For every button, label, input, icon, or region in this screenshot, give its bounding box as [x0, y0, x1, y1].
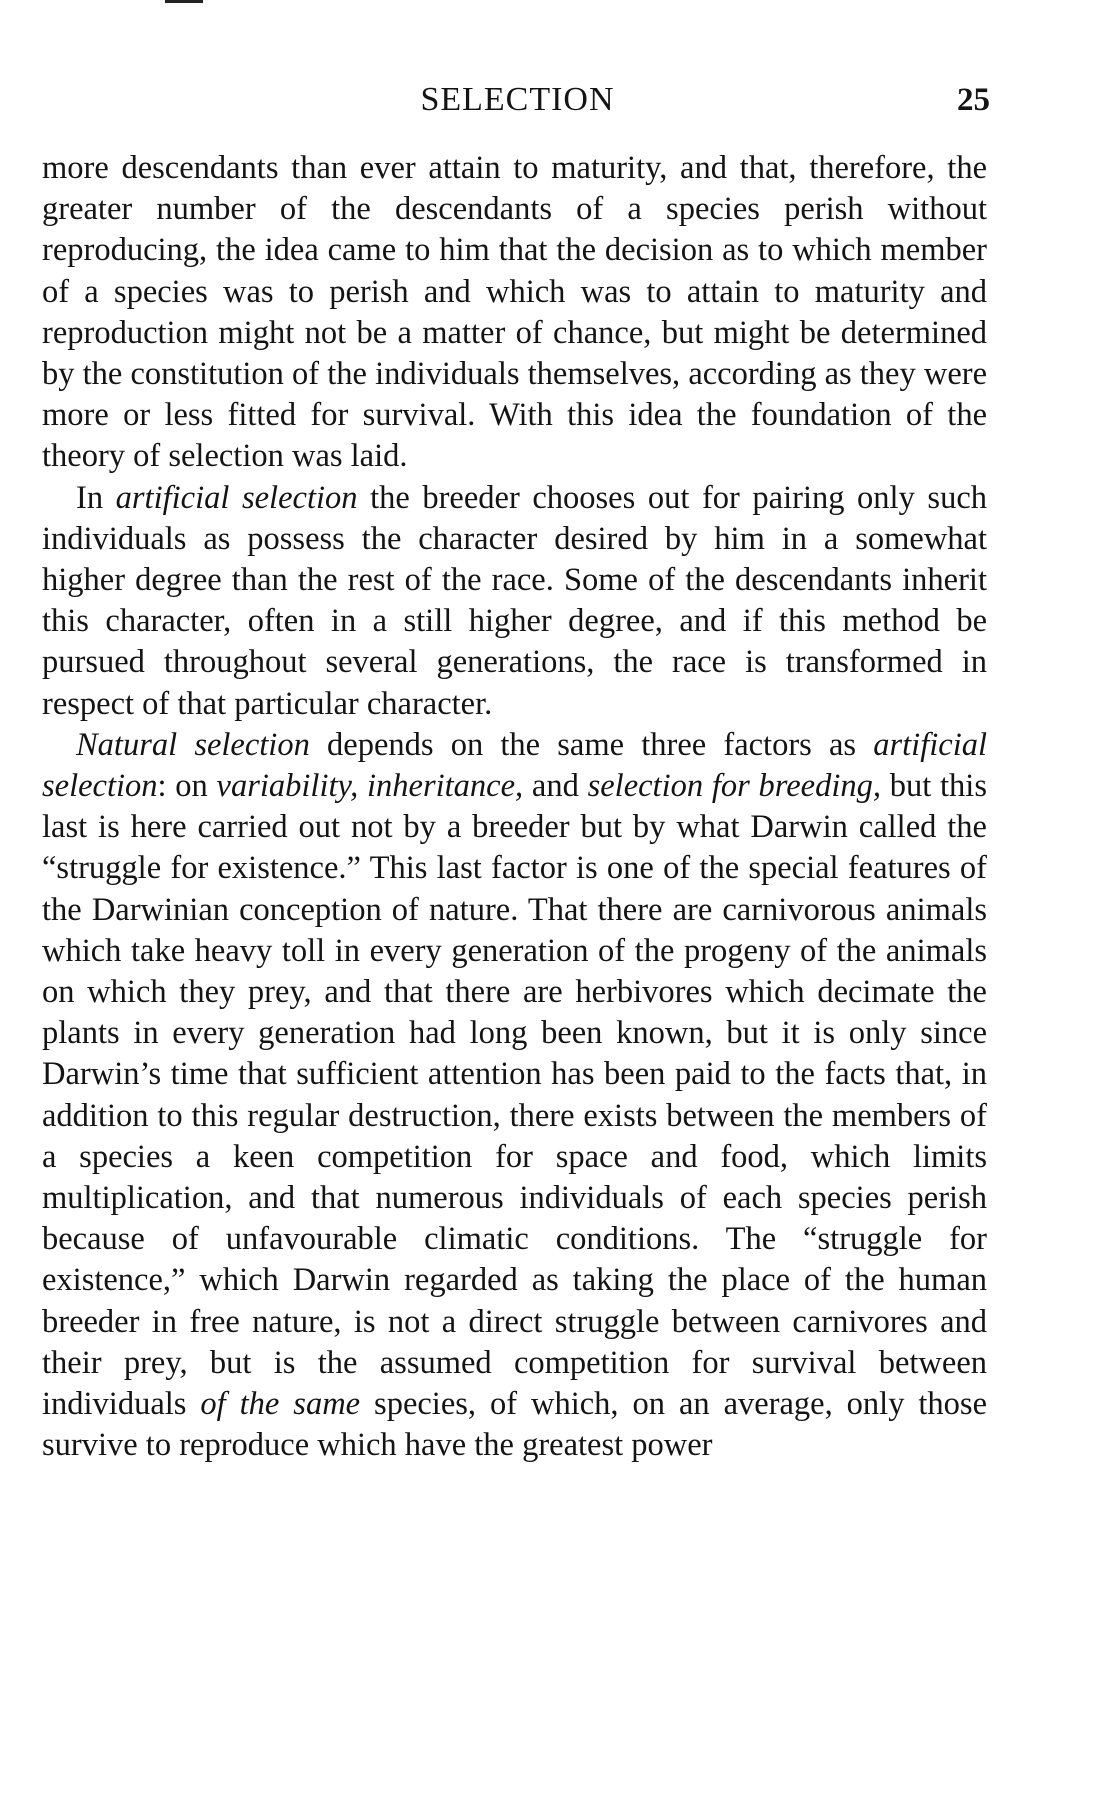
page-number: 25 [957, 82, 990, 118]
paragraph-3-emphasis: of the same [200, 1386, 361, 1423]
paragraph-2-emphasis: artificial selection [115, 479, 358, 516]
paragraph-2-text: In [76, 479, 116, 516]
running-head [45, 78, 990, 122]
paragraph-3-text: : on [157, 768, 217, 805]
paragraph-3 [42, 725, 987, 1467]
paragraph-3-emphasis: variability, inheritance, [216, 768, 524, 805]
top-edge-mark [165, 0, 203, 3]
paragraph-3-text: depends on the same three factors as [309, 726, 874, 763]
paragraph-2-text: the breeder chooses out for pairing only such individuals as possess the character desired by him in a somewhat higher degree than the rest of the race. Some of the descendants inherit this character, often in a still higher degree, and if this method be pursued throughout several generations, the race is transformed in respect of that particular character. [42, 479, 987, 722]
paragraph-3-emphasis: selection for breeding, [587, 768, 881, 805]
paragraph-3-emphasis: artificial selection [42, 726, 987, 805]
paragraph-3-emphasis: Natural selection [76, 726, 310, 763]
running-title: SELECTION [420, 81, 615, 118]
paragraph-2 [42, 478, 987, 725]
paragraph-1-text: more descendants than ever attain to maturity, and that, therefore, the greater number of the descendants of a species perish without reproducing, the idea came to him that the decision as to which member of a species was to perish and which was to attain to maturity and reproduction might not be a matter of chance, but might be determined by the constitution of the individuals themselves, according as they were more or less fitted for survival. With this idea the foundation of the theory of selection was laid. [42, 150, 987, 475]
paragraph-3-text: but this last is here carried out not by a breeder but by what Darwin called the “struggle for existence.” This last factor is one of the special features of the Darwinian conception of nature. That there are carnivorous animals which take heavy toll in every generation of the progeny of the animals on which they prey, and that there are herbivores which decimate the plants in every generation had long been known, but it is only since Darwin’s time that sufficient attention has been paid to the facts that, in addition to this regular destruction, there exists between the members of a species a keen competition for space and food, which limits multiplication, and that numerous individuals of each species perish because of unfavourable climatic conditions. The “struggle for existence,” which Darwin regarded as taking the place of the human breeder in free nature, is not a direct struggle between carnivores and their prey, but is the assumed competition for survival between individuals [42, 768, 987, 1423]
paragraph-1 [42, 148, 987, 478]
body-text [42, 148, 987, 1467]
paragraph-3-text: species, of which, on an average, only those survive to reproduce which have the greatest power [42, 1386, 987, 1464]
paragraph-3-text: and [523, 768, 588, 805]
